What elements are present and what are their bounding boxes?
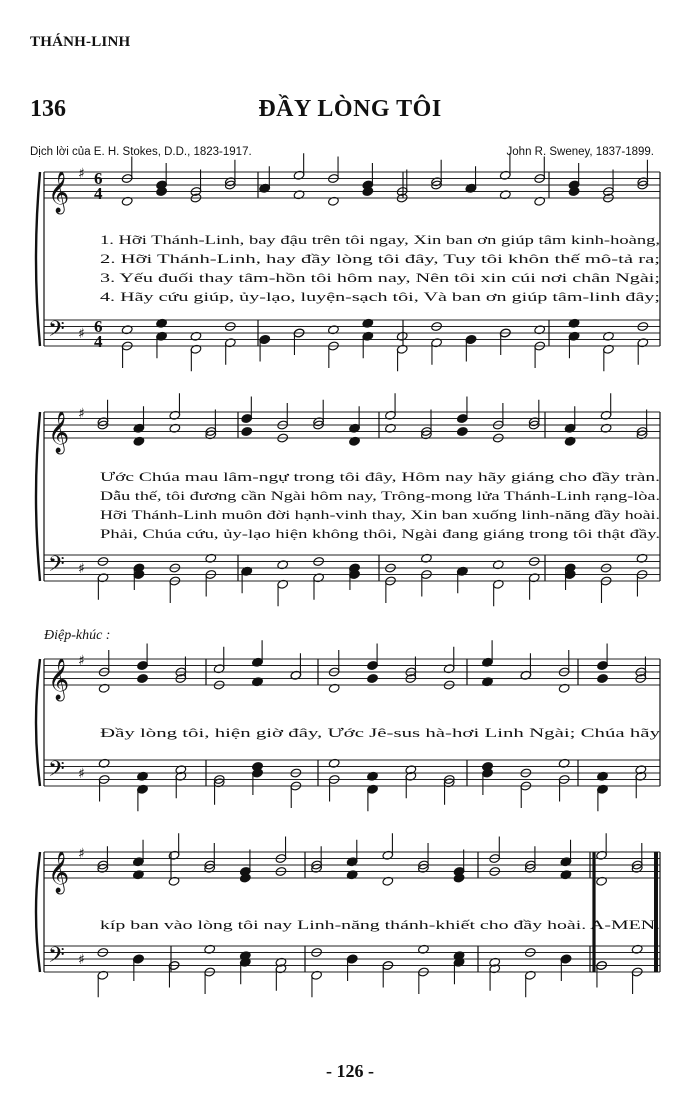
composer-credit: John R. Sweney, 1837-1899. <box>506 146 654 158</box>
refrain-line-1: Đầy lòng tôi, hiện giờ đây, Ước Jê-sus hà-hơi Linh Ngài; Chúa hãy <box>100 725 661 740</box>
refrain-line-1: kíp ban vào lòng tôi nay Linh-năng thánh-khiết cho đầy hoài. A-MEN. <box>100 917 660 932</box>
system1-treble-time-top: 6 <box>94 169 103 188</box>
system3-brace <box>36 659 40 786</box>
system2-verse-4: Phải, Chúa cứu, ủy-lạo hiện không thôi, Ngài đang giáng trong tôi thật đầy. <box>100 526 660 541</box>
system3-bass-key-sharp: ♯ <box>78 766 85 782</box>
section-label: THÁNH-LINH <box>30 34 131 50</box>
system2-treble-note <box>456 426 468 436</box>
system3-treble-clef: 𝄞 <box>48 659 70 700</box>
system2-bass-key-sharp: ♯ <box>78 561 85 577</box>
system2-bass-clef: 𝄢 <box>48 552 65 582</box>
hymn-title: ĐẦY LÒNG TÔI <box>258 96 442 122</box>
system1-bass-time-bottom: 4 <box>94 332 103 351</box>
system3-treble-note <box>367 673 379 683</box>
system2-treble-key-sharp: ♯ <box>78 406 85 422</box>
system1-brace <box>36 172 40 346</box>
system4-bass-key-sharp: ♯ <box>78 952 85 968</box>
system1-treble-time-bottom: 4 <box>94 184 103 203</box>
system2-verse-3: Hỡi Thánh-Linh muôn đời hạnh-vinh thay, Xin ban xuống linh-năng đầy hoài. <box>100 507 660 522</box>
system3-bass-clef: 𝄢 <box>48 757 65 787</box>
system1-verse-2: 2. Hỡi Thánh-Linh, hay đầy lòng tôi đây, Tuy tôi khôn thế mô-tả ra; <box>100 251 660 266</box>
system3-treble-note <box>597 673 609 683</box>
system1-treble-clef: 𝄞 <box>48 172 70 213</box>
system3-treble-note <box>137 673 149 683</box>
system3-treble-key-sharp: ♯ <box>78 653 85 669</box>
system1-bass-clef: 𝄢 <box>48 317 65 347</box>
system1-verse-3: 3. Yếu đuối thay tâm-hồn tôi hôm nay, Nên tôi xin cúi nơi chân Ngài; <box>100 270 660 285</box>
system2-verse-2: Dẫu thế, tôi đương cần Ngài hôm nay, Trông-mong lửa Thánh-Linh rạng-lòa. <box>100 488 660 503</box>
system1-bass-time-top: 6 <box>94 317 103 336</box>
system1-treble-key-sharp: ♯ <box>78 166 85 182</box>
system1-verse-1: 1. Hỡi Thánh-Linh, bay đậu trên tôi ngay, Xin ban ơn giúp tâm kinh-hoàng, <box>100 232 660 247</box>
hymn-number: 136 <box>30 96 66 122</box>
system4-brace <box>36 852 40 972</box>
system4-treble-key-sharp: ♯ <box>78 846 85 862</box>
refrain-label: Điệp-khúc : <box>44 628 111 643</box>
system2-treble-clef: 𝄞 <box>48 412 70 453</box>
page-number: - 126 - <box>326 1061 374 1081</box>
translation-credit: Dịch lời của E. H. Stokes, D.D., 1823-1917. <box>30 146 252 158</box>
system2-verse-1: Ước Chúa mau lâm-ngự trong tôi đây, Hôm nay hãy giáng cho đầy tràn. <box>100 469 660 484</box>
system2-treble-note <box>241 426 253 436</box>
system1-bass-key-sharp: ♯ <box>78 326 85 342</box>
system2-brace <box>36 412 40 581</box>
system4-bass-clef: 𝄢 <box>48 943 65 973</box>
system4-treble-clef: 𝄞 <box>48 852 70 893</box>
system1-verse-4: 4. Hãy cứu giúp, ủy-lạo, luyện-sạch tôi, Và ban ơn giúp tâm-linh đây; <box>100 289 660 304</box>
